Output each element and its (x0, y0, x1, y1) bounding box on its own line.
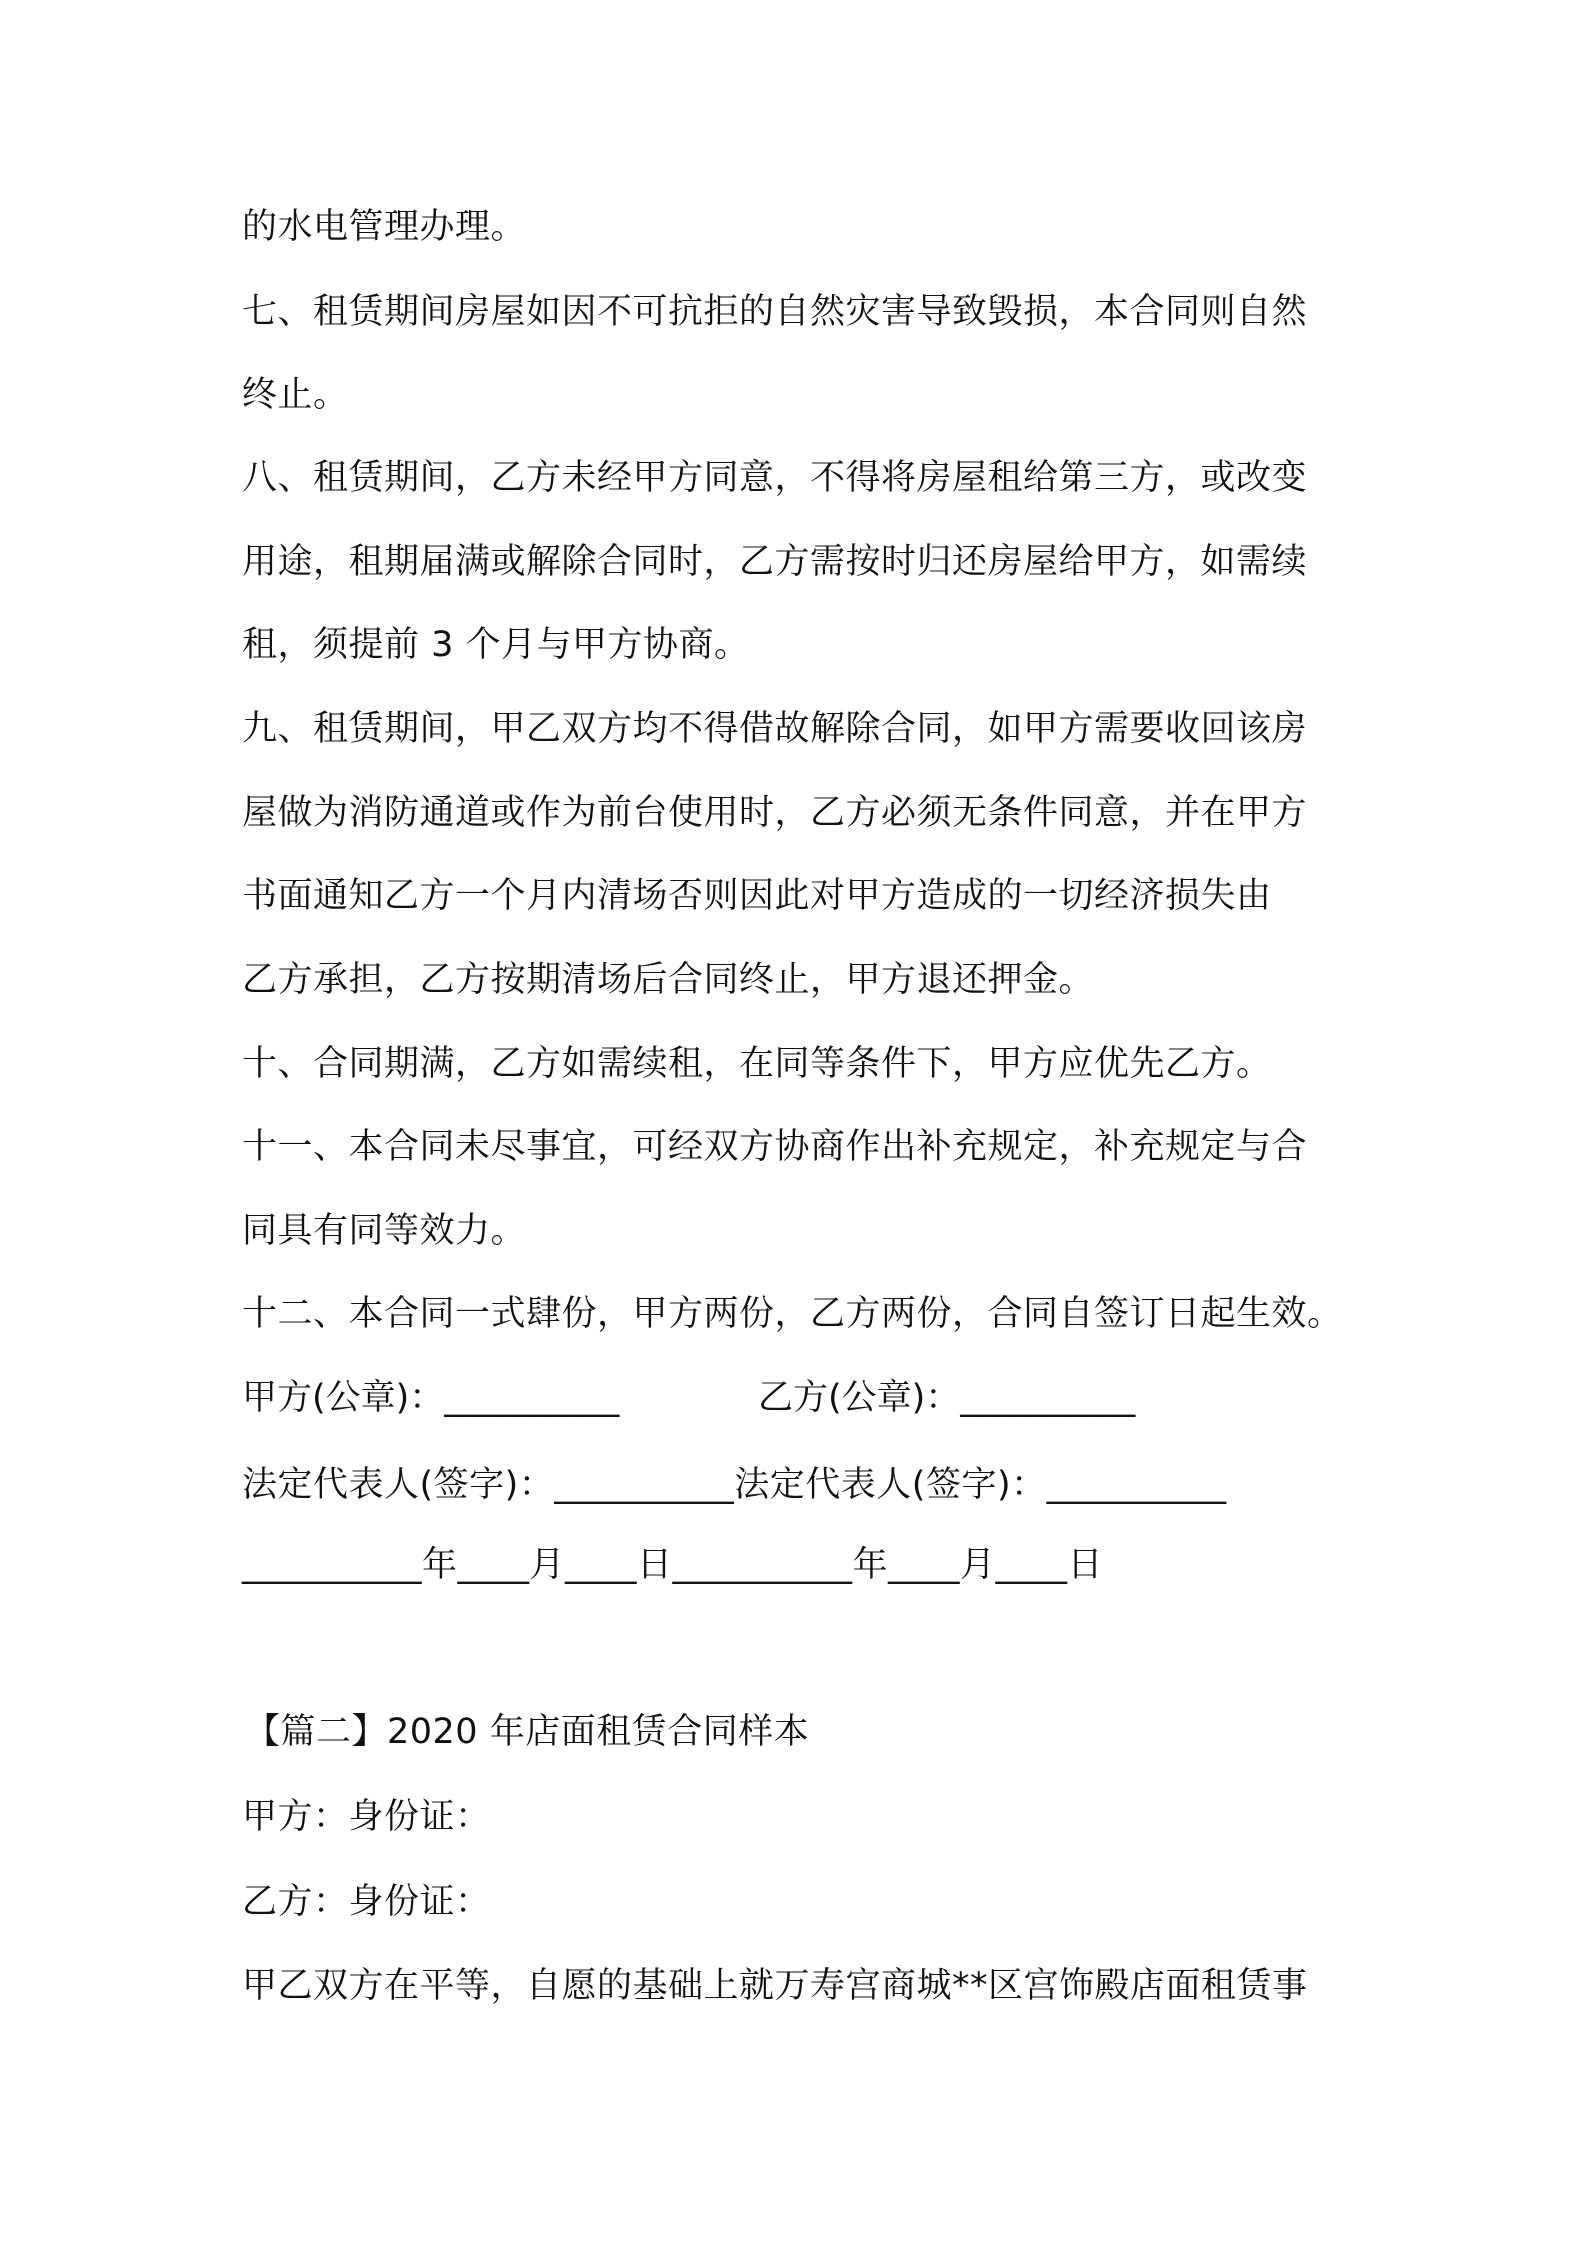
paragraph-line: 十二、本合同一式肆份，甲方两份，乙方两份，合同自签订日起生效。 (242, 1294, 1343, 1334)
party-a-seal-field: 甲方(公章)：__________ (242, 1378, 620, 1418)
party-b-seal-field: 乙方(公章)：__________ (758, 1378, 1136, 1418)
paragraph-line: 十、合同期满，乙方如需续租，在同等条件下，甲方应优先乙方。 (242, 1044, 1272, 1084)
paragraph-line: 的水电管理办理。 (242, 207, 527, 247)
paragraph-line: 用途，租期届满或解除合同时，乙方需按时归还房屋给甲方，如需续 (242, 542, 1308, 582)
paragraph-line: 终止。 (242, 375, 349, 415)
paragraph-line: 七、租赁期间房屋如因不可抗拒的自然灾害导致毁损，本合同则自然 (242, 292, 1308, 332)
paragraph-line: 十一、本合同未尽事宜，可经双方协商作出补充规定，补充规定与合 (242, 1127, 1308, 1167)
section-title: 【篇二】2020 年店面租赁合同样本 (245, 1712, 810, 1752)
party-a-id-line: 甲方：身份证： (242, 1797, 491, 1837)
paragraph-line: 租，须提前 3 个月与甲方协商。 (242, 625, 750, 665)
paragraph-line: 书面通知乙方一个月内清场否则因此对甲方造成的一切经济损失由 (242, 876, 1272, 916)
paragraph-line: 同具有同等效力。 (242, 1211, 527, 1251)
paragraph-line: 屋做为消防通道或作为前台使用时，乙方必须无条件同意，并在甲方 (242, 793, 1308, 833)
intro-paragraph-line: 甲乙双方在平等，自愿的基础上就万寿宫商城**区宫饰殿店面租赁事 (242, 1966, 1308, 2006)
paragraph-line: 九、租赁期间，甲乙双方均不得借故解除合同，如甲方需要收回该房 (242, 709, 1308, 749)
legal-rep-signature-line: 法定代表人(签字)：__________法定代表人(签字)：__________ (242, 1465, 1227, 1505)
paragraph-line: 乙方承担，乙方按期清场后合同终止，甲方退还押金。 (242, 960, 1095, 1000)
paragraph-line: 八、租赁期间，乙方未经甲方同意，不得将房屋租给第三方，或改变 (242, 458, 1308, 498)
signature-date-line: __________年____月____日__________年____月____日 (242, 1545, 1104, 1585)
party-b-id-line: 乙方：身份证： (242, 1882, 491, 1922)
